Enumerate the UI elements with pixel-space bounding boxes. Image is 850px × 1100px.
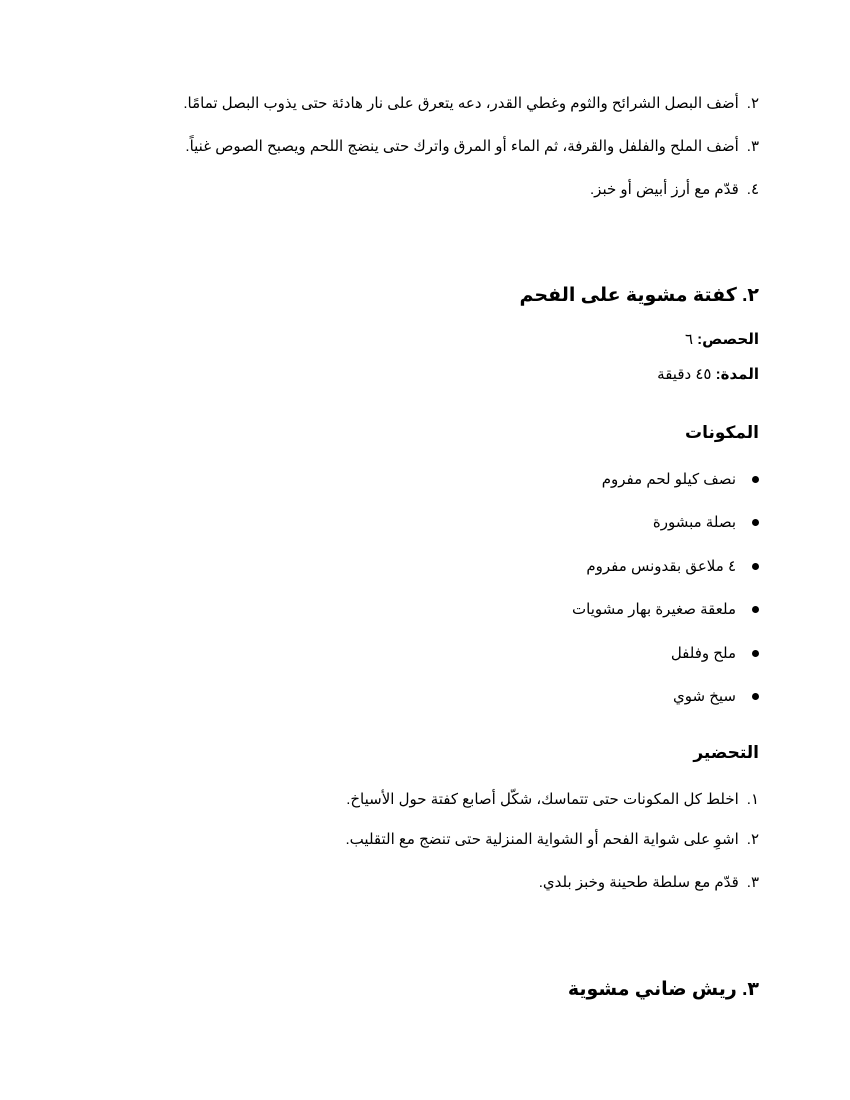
ingredient-item <box>602 470 759 488</box>
bullet-icon <box>752 693 759 700</box>
servings-line <box>685 330 759 348</box>
step-text: قدّم مع أرز أبيض أو خبز. <box>590 181 739 198</box>
step-item <box>590 180 759 198</box>
ingredient-text: سيخ شوي <box>672 688 736 705</box>
step-text: أضف الملح والفلفل والقرفة، ثم الماء أو المرق واترك حتى ينضج اللحم ويصبح الصوص غنياً. <box>185 138 739 155</box>
step-number: ٣. <box>746 138 759 155</box>
bullet-icon <box>752 476 759 483</box>
duration-value: ٤٥ دقيقة <box>657 366 712 383</box>
ingredient-text: ٤ ملاعق بقدونس مفروم <box>586 558 736 575</box>
step-item <box>539 873 759 891</box>
ingredient-item <box>671 644 759 662</box>
step-item <box>346 830 759 848</box>
bullet-icon <box>752 606 759 613</box>
step-number: ٢. <box>746 831 759 848</box>
ingredients-heading: المكونات <box>684 423 759 442</box>
preparation-heading: التحضير <box>693 743 759 762</box>
ingredient-text: ملح وفلفل <box>670 645 736 662</box>
step-text: اشوِ على شواية الفحم أو الشواية المنزلية حتى تنضج مع التقليب. <box>345 831 739 848</box>
bullet-icon <box>752 563 759 570</box>
step-text: أضف البصل الشرائح والثوم وغطي القدر، دعه يتعرق على نار هادئة حتى يذوب البصل تمامًا. <box>183 95 739 112</box>
ingredient-text: بصلة مبشورة <box>652 514 736 531</box>
servings-value: ٦ <box>684 331 693 348</box>
ingredient-item <box>673 687 759 705</box>
ingredient-item <box>572 600 759 618</box>
ingredient-text: نصف كيلو لحم مفروم <box>601 471 736 488</box>
bullet-icon <box>752 650 759 657</box>
recipe-title: ٢. كفتة مشوية على الفحم <box>519 285 759 306</box>
ingredient-item <box>653 513 759 531</box>
ingredient-item <box>586 557 759 575</box>
step-number: ٤. <box>746 181 759 198</box>
step-item <box>183 94 759 112</box>
step-text: اخلط كل المكونات حتى تتماسك، شكّل أصابع كفتة حول الأسياخ. <box>346 791 739 808</box>
step-item <box>185 137 759 155</box>
step-number: ٢. <box>746 95 759 112</box>
servings-label: الحصص: <box>697 331 759 348</box>
recipe-title: ٣. ريش ضاني مشوية <box>567 979 759 1000</box>
bullet-icon <box>752 519 759 526</box>
duration-line <box>657 365 759 383</box>
step-number: ١. <box>746 791 759 808</box>
step-text: قدّم مع سلطة طحينة وخبز بلدي. <box>538 874 739 891</box>
step-item <box>346 790 759 808</box>
ingredient-text: ملعقة صغيرة بهار مشويات <box>572 601 736 618</box>
duration-label: المدة: <box>715 366 759 383</box>
step-number: ٣. <box>746 874 759 891</box>
